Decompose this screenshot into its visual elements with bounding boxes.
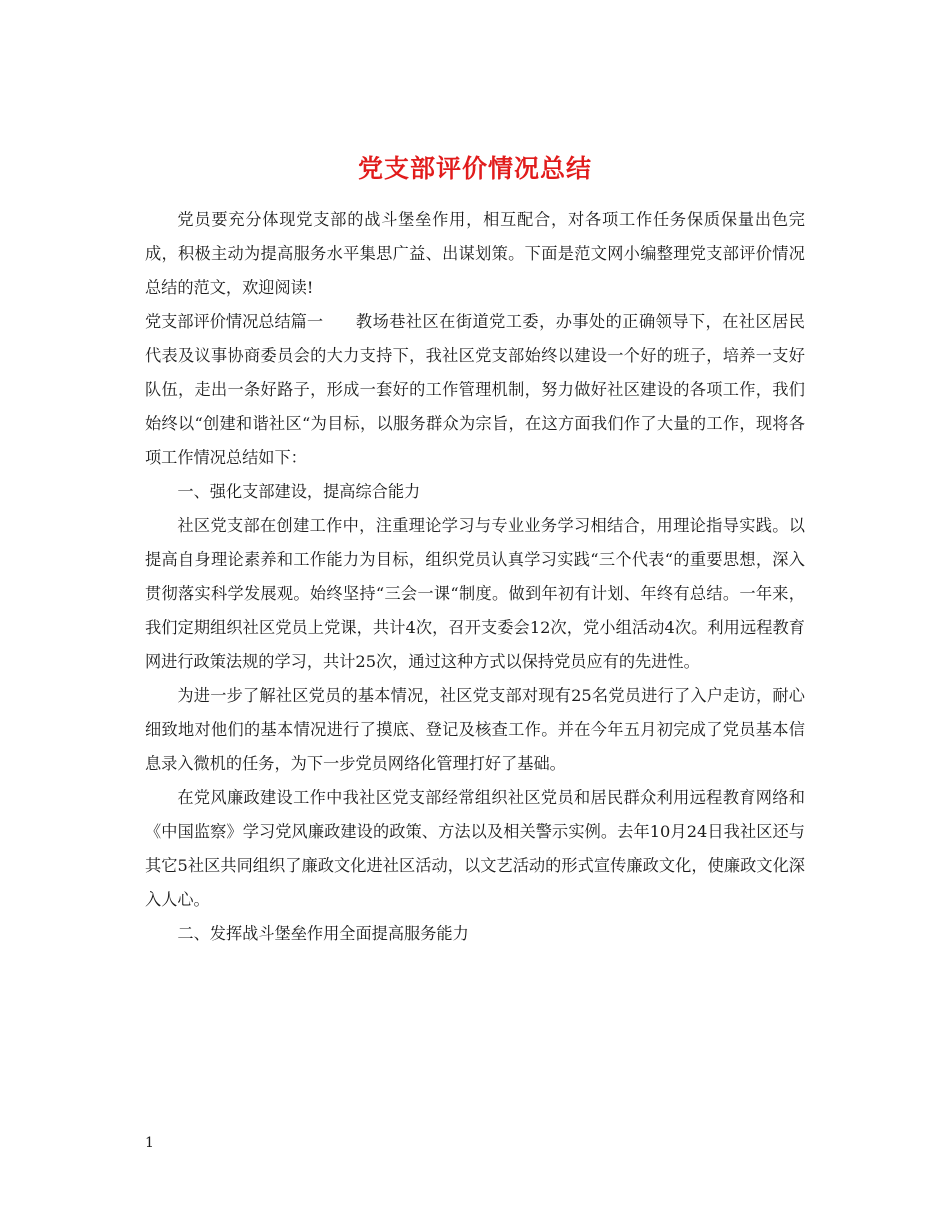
heading-one: 一、强化支部建设，提高综合能力 [177, 482, 421, 501]
document-title: 党支部评价情况总结 [357, 153, 592, 183]
document-body [145, 203, 805, 951]
intro-paragraph: 党员要充分体现党支部的战斗堡垒作用，相互配合，对各项工作任务保质保量出色完成，积极主动为提高服务水平集思广益、出谋划策。下面是范文网小编整理党支部评价情况总结的范文，欢迎阅读! [145, 210, 805, 297]
page-number: 1 [145, 1135, 154, 1151]
section-label: 党支部评价情况总结篇一 [145, 312, 324, 331]
section-paragraph [145, 305, 805, 475]
heading-two: 二、发挥战斗堡垒作用全面提高服务能力 [177, 924, 469, 943]
paragraph-party-building: 社区党支部在创建工作中，注重理论学习与专业业务学习相结合，用理论指导实践。以提高自身理论素养和工作能力为目标，组织党员认真学习实践“三个代表“的重要思想，深入贯彻落实科学发展观。始终坚持“三会一课“制度。做到年初有计划、年终有总结。一年来，我们定期组织社区党员上党课，共计4次，召开支委会12次，党小组活动4次。利用远程教育网进行政策法规的学习，共计25次，通过这种方式以保持党员应有的先进性。 [145, 516, 805, 671]
section-paragraph-text: 教场巷社区在街道党工委，办事处的正确领导下，在社区居民代表及议事协商委员会的大力支持下，我社区党支部始终以建设一个好的班子，培养一支好队伍，走出一条好路子，形成一套好的工作管理机制，努力做好社区建设的各项工作，我们始终以“创建和谐社区“为目标，以服务群众为宗旨，在这方面我们作了大量的工作，现将各项工作情况总结如下： [145, 312, 805, 467]
paragraph-member-survey: 为进一步了解社区党员的基本情况，社区党支部对现有25名党员进行了入户走访，耐心细致地对他们的基本情况进行了摸底、登记及核查工作。并在今年五月初完成了党员基本信息录入微机的任务，为下一步党员网络化管理打好了基础。 [145, 686, 805, 773]
paragraph-integrity: 在党风廉政建设工作中我社区党支部经常组织社区党员和居民群众利用远程教育网络和《中国监察》学习党风廉政建设的政策、方法以及相关警示实例。去年10月24日我社区还与其它5社区共同组织了廉政文化进社区活动，以文艺活动的形式宣传廉政文化，使廉政文化深入人心。 [145, 788, 805, 909]
